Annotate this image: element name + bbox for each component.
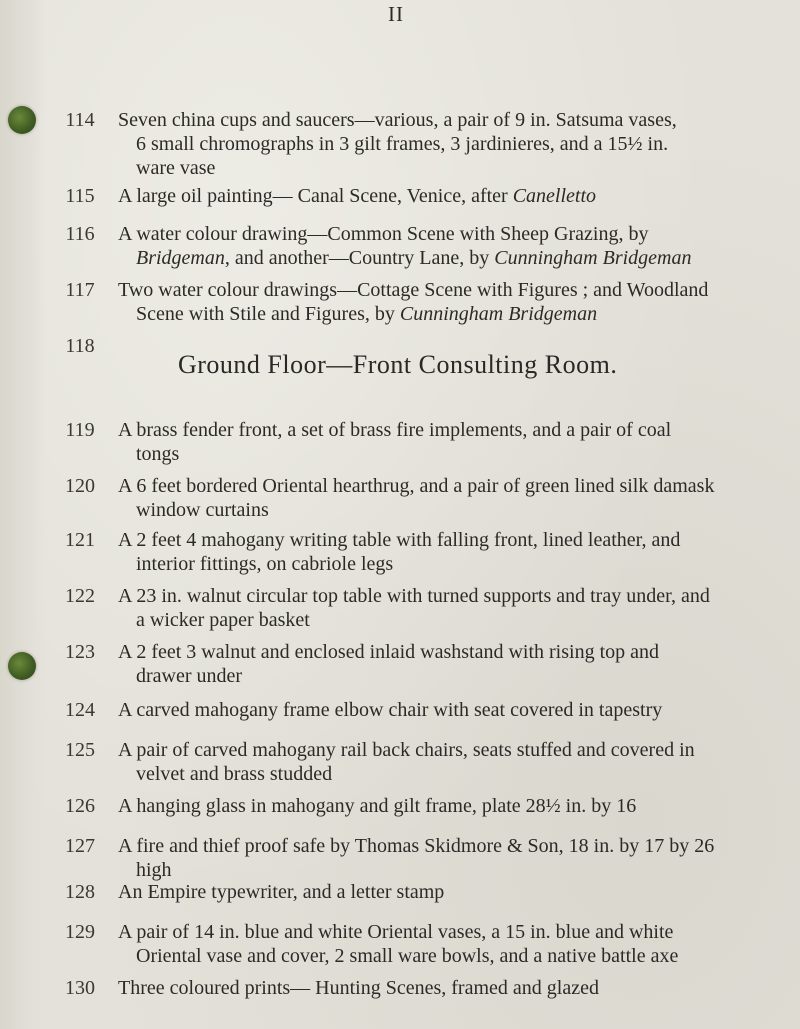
lot-number: 130 — [65, 977, 95, 999]
lot-line: interior fittings, on cabriole legs — [136, 553, 394, 575]
lot-line: A large oil painting— Canal Scene, Venice, after — [118, 185, 513, 207]
lot-line: A carved mahogany frame elbow chair with seat covered in tapestry — [118, 699, 663, 721]
lot-number: 122 — [65, 585, 95, 607]
lot-line: A brass fender front, a set of brass fire implements, and a pair of coal — [118, 419, 672, 441]
artist-name: Cunningham Bridgeman — [399, 303, 598, 325]
lot-number: 127 — [65, 835, 95, 857]
lot-number: 128 — [65, 881, 95, 903]
lot-number: 114 — [65, 109, 95, 131]
artist-name: Bridgeman — [136, 247, 225, 269]
lot-number: 125 — [65, 739, 95, 761]
lot-line: Two water colour drawings—Cottage Scene with Figures ; and Woodland — [118, 279, 709, 301]
lot-number: 123 — [65, 641, 95, 663]
binding-hole-icon — [8, 652, 36, 680]
lot-line: high — [136, 859, 172, 881]
section-heading: Ground Floor—Front Consulting Room. — [178, 350, 618, 379]
lot-line: A 23 in. walnut circular top table with turned supports and tray under, and — [118, 585, 710, 607]
lot-description — [118, 584, 790, 632]
lot-description — [118, 640, 790, 688]
lot-line: window curtains — [136, 499, 269, 521]
lot-line: A 6 feet bordered Oriental hearthrug, and a pair of green lined silk damask — [118, 475, 715, 497]
lot-number: 124 — [65, 699, 95, 721]
lot-number: 118 — [65, 335, 95, 357]
lot-description — [118, 698, 790, 722]
page-number: II — [388, 2, 404, 26]
lot-line: A hanging glass in mahogany and gilt frame, plate 28½ in. by 16 — [118, 795, 637, 817]
lot-line: drawer under — [136, 665, 243, 687]
lot-line: A 2 feet 3 walnut and enclosed inlaid washstand with rising top and — [118, 641, 660, 663]
lot-line: A pair of carved mahogany rail back chairs, seats stuffed and covered in — [118, 739, 695, 761]
lot-line: tongs — [136, 443, 180, 465]
lot-number: 129 — [65, 921, 95, 943]
lot-number: 117 — [65, 279, 95, 301]
lot-description — [118, 834, 790, 882]
lot-line: A 2 feet 4 mahogany writing table with falling front, lined leather, and — [118, 529, 681, 551]
lot-description — [118, 278, 790, 326]
artist-name: Canelletto — [512, 185, 597, 207]
lot-description — [118, 108, 790, 180]
lot-line: Oriental vase and cover, 2 small ware bowls, and a native battle axe — [136, 945, 679, 967]
artist-name: Cunningham Bridgeman — [494, 247, 692, 269]
lot-line: Three coloured prints— Hunting Scenes, framed and glazed — [118, 977, 599, 999]
lot-line: ware vase — [136, 157, 216, 179]
lot-number: 115 — [65, 185, 95, 207]
lot-number: 119 — [65, 419, 95, 441]
lot-line: A water colour drawing—Common Scene with Sheep Grazing, by — [118, 223, 649, 245]
lot-line: a wicker paper basket — [136, 609, 310, 631]
lot-description — [118, 528, 790, 576]
lot-description — [118, 920, 790, 968]
lot-line: An Empire typewriter, and a letter stamp — [118, 881, 445, 903]
lot-line: Scene with Stile and Figures, by — [136, 303, 400, 325]
lot-description — [118, 880, 790, 904]
lot-description — [118, 738, 790, 786]
lot-line: velvet and brass studded — [136, 763, 333, 785]
lot-line: A pair of 14 in. blue and white Oriental vases, a 15 in. blue and white — [118, 921, 674, 943]
lot-description — [118, 184, 790, 208]
lot-number: 120 — [65, 475, 95, 497]
lot-line: Seven china cups and saucers—various, a pair of 9 in. Satsuma vases, — [118, 109, 677, 131]
lot-description — [118, 222, 790, 270]
lot-number: 121 — [65, 529, 95, 551]
lot-line: 6 small chromographs in 3 gilt frames, 3 jardinieres, and a 15½ in. — [136, 133, 669, 155]
lot-description — [118, 976, 790, 1000]
lot-number: 126 — [65, 795, 95, 817]
lot-description — [118, 418, 790, 466]
lot-description — [118, 794, 790, 818]
lot-description — [118, 474, 790, 522]
binding-hole-icon — [8, 106, 36, 134]
lot-number: 116 — [65, 223, 95, 245]
binding-margin — [0, 0, 46, 1029]
lot-line: A fire and thief proof safe by Thomas Skidmore & Son, 18 in. by 17 by 26 — [118, 835, 715, 857]
lot-line: , and another—Country Lane, by — [224, 247, 495, 269]
